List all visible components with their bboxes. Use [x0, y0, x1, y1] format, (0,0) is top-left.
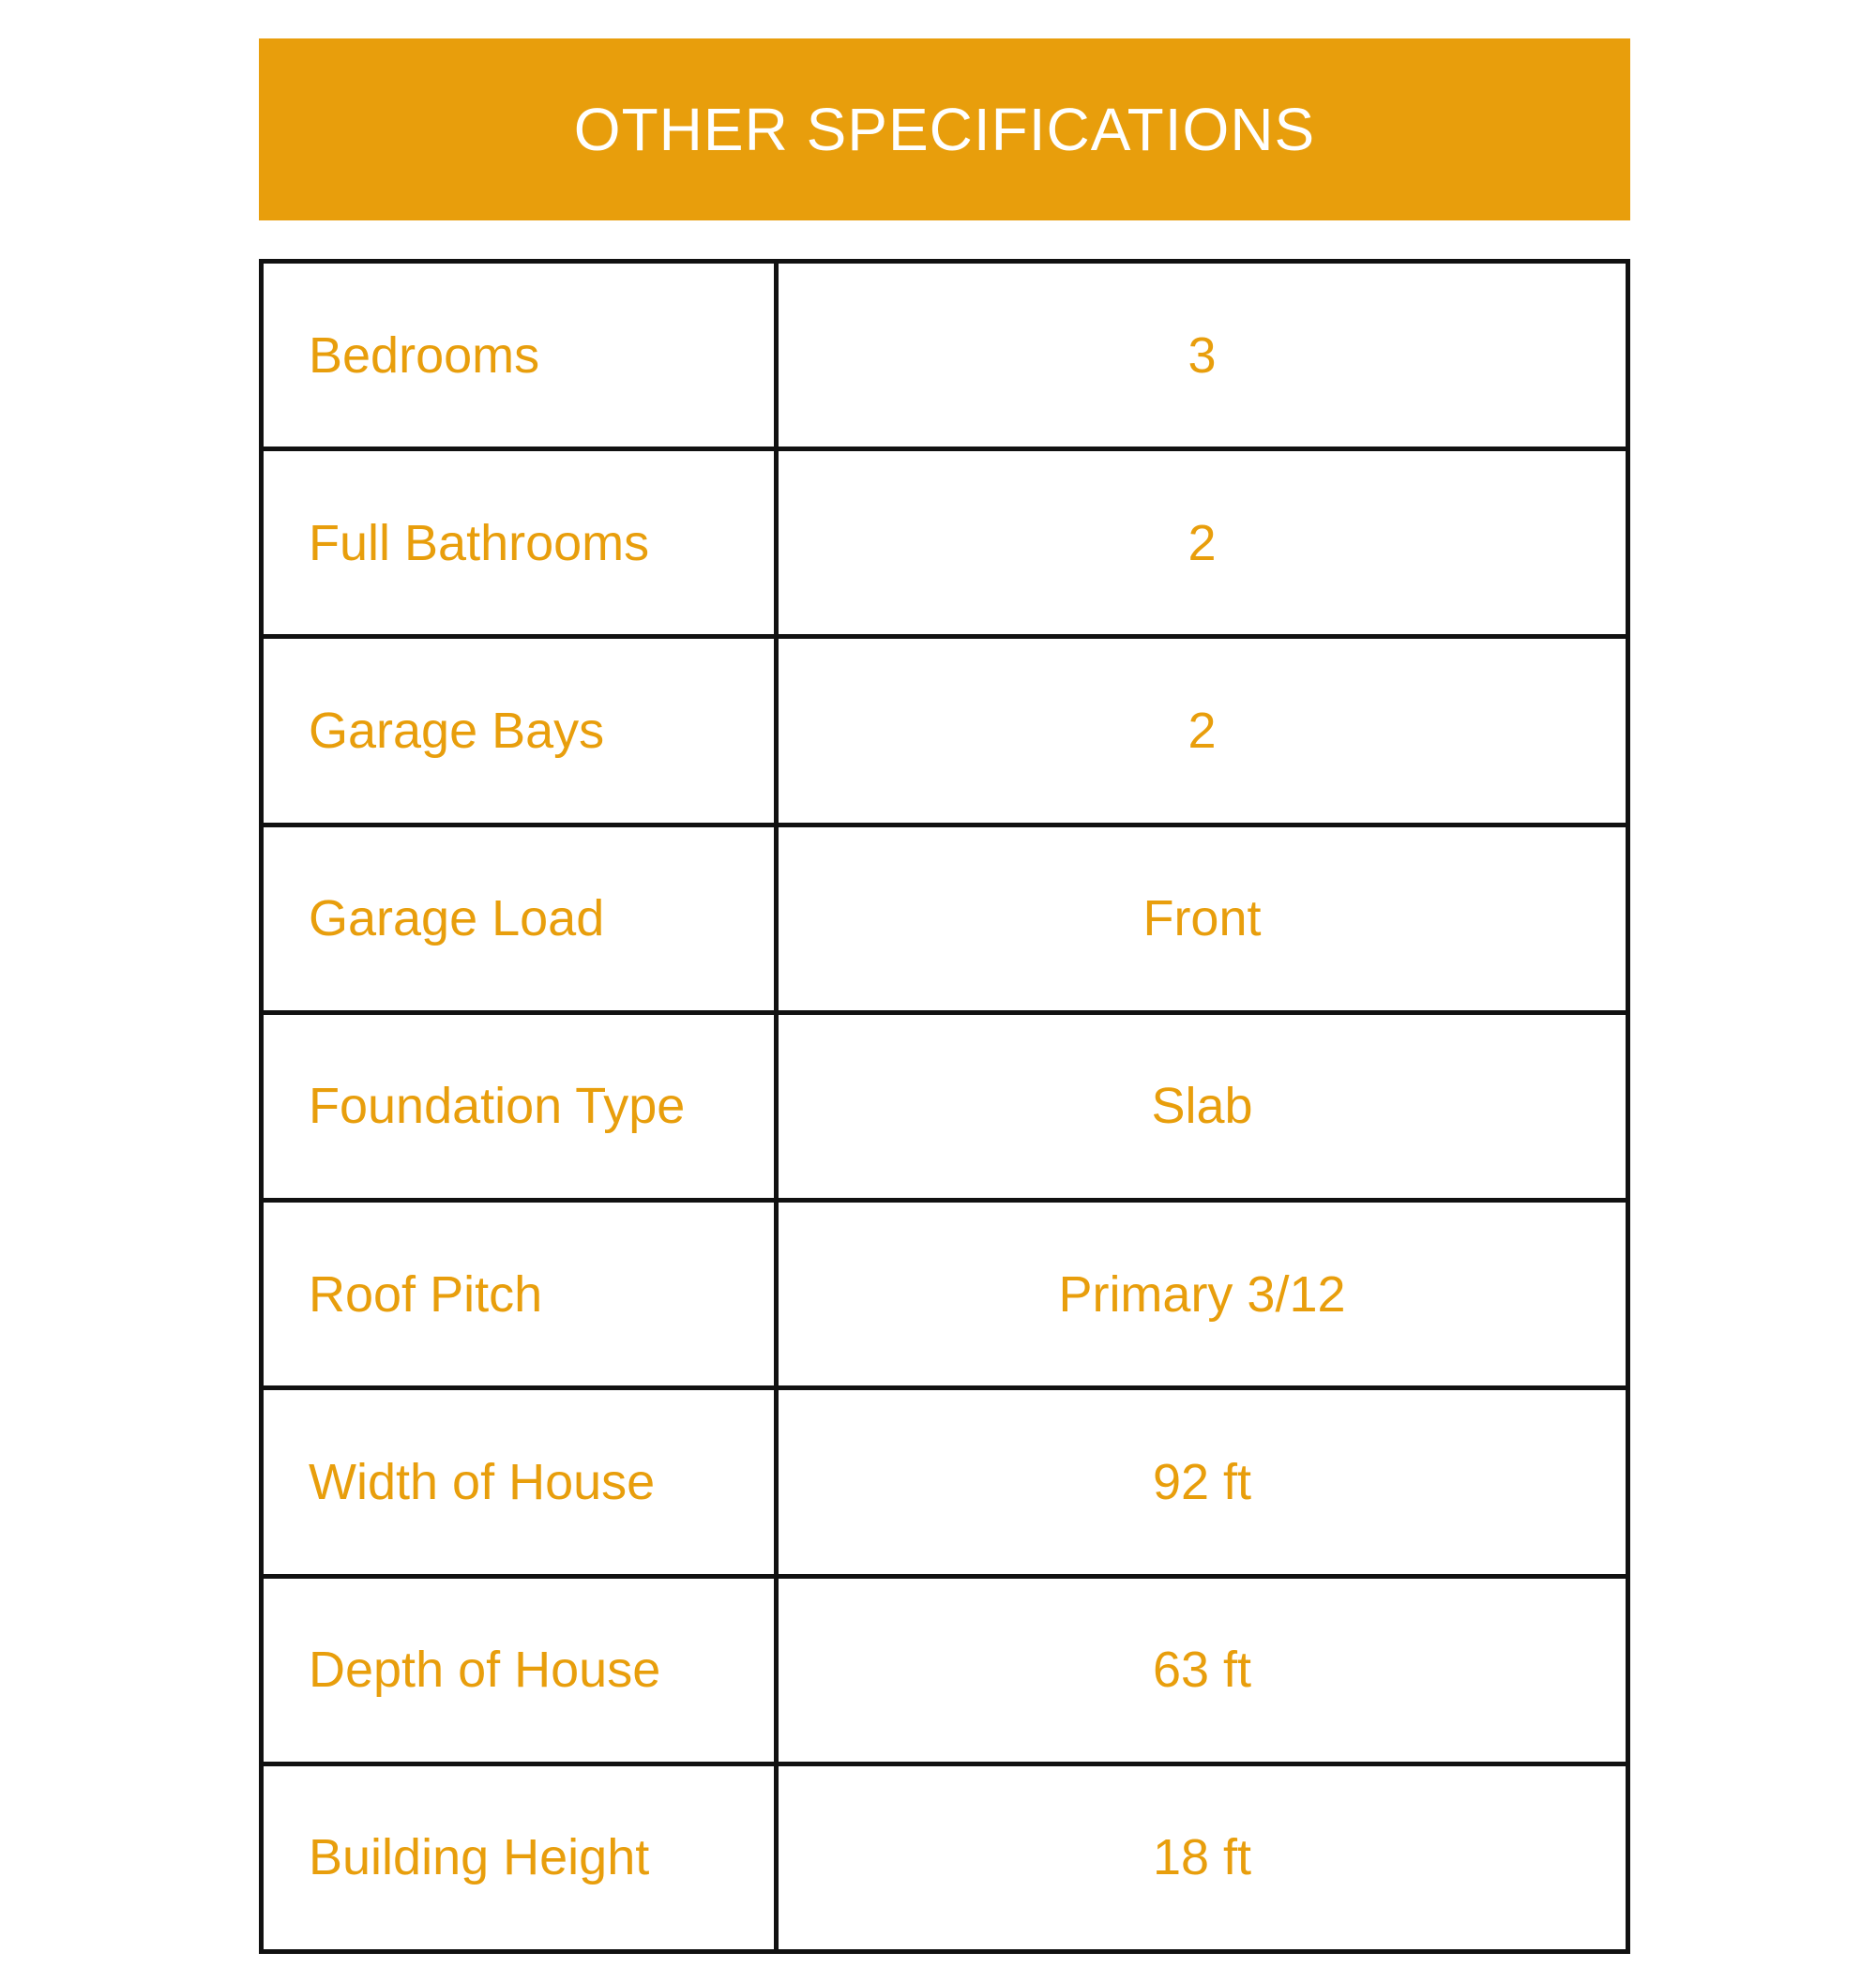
spec-value: Slab	[777, 1012, 1628, 1200]
spec-value: 92 ft	[777, 1388, 1628, 1576]
spec-label: Roof Pitch	[262, 1201, 777, 1388]
header-banner	[259, 38, 1630, 220]
spec-value: 3	[777, 262, 1628, 449]
table-row	[262, 825, 1628, 1012]
table-row	[262, 1388, 1628, 1576]
table-row	[262, 1012, 1628, 1200]
table-row	[262, 637, 1628, 825]
spec-value: Front	[777, 825, 1628, 1012]
spec-value: 18 ft	[777, 1764, 1628, 1951]
spec-value: 2	[777, 637, 1628, 825]
spec-value: 2	[777, 449, 1628, 637]
spec-label: Full Bathrooms	[262, 449, 777, 637]
table-row	[262, 1201, 1628, 1388]
spec-value: Primary 3/12	[777, 1201, 1628, 1388]
specifications-table	[259, 259, 1630, 1954]
table-row	[262, 449, 1628, 637]
spec-label: Garage Load	[262, 825, 777, 1012]
spec-label: Bedrooms	[262, 262, 777, 449]
table-row	[262, 1764, 1628, 1951]
spec-label: Garage Bays	[262, 637, 777, 825]
spec-value: 63 ft	[777, 1576, 1628, 1764]
spec-label: Width of House	[262, 1388, 777, 1576]
spec-label: Building Height	[262, 1764, 777, 1951]
table-row	[262, 1576, 1628, 1764]
table-row	[262, 262, 1628, 449]
page-title: OTHER SPECIFICATIONS	[573, 96, 1316, 163]
spec-label: Foundation Type	[262, 1012, 777, 1200]
spec-label: Depth of House	[262, 1576, 777, 1764]
